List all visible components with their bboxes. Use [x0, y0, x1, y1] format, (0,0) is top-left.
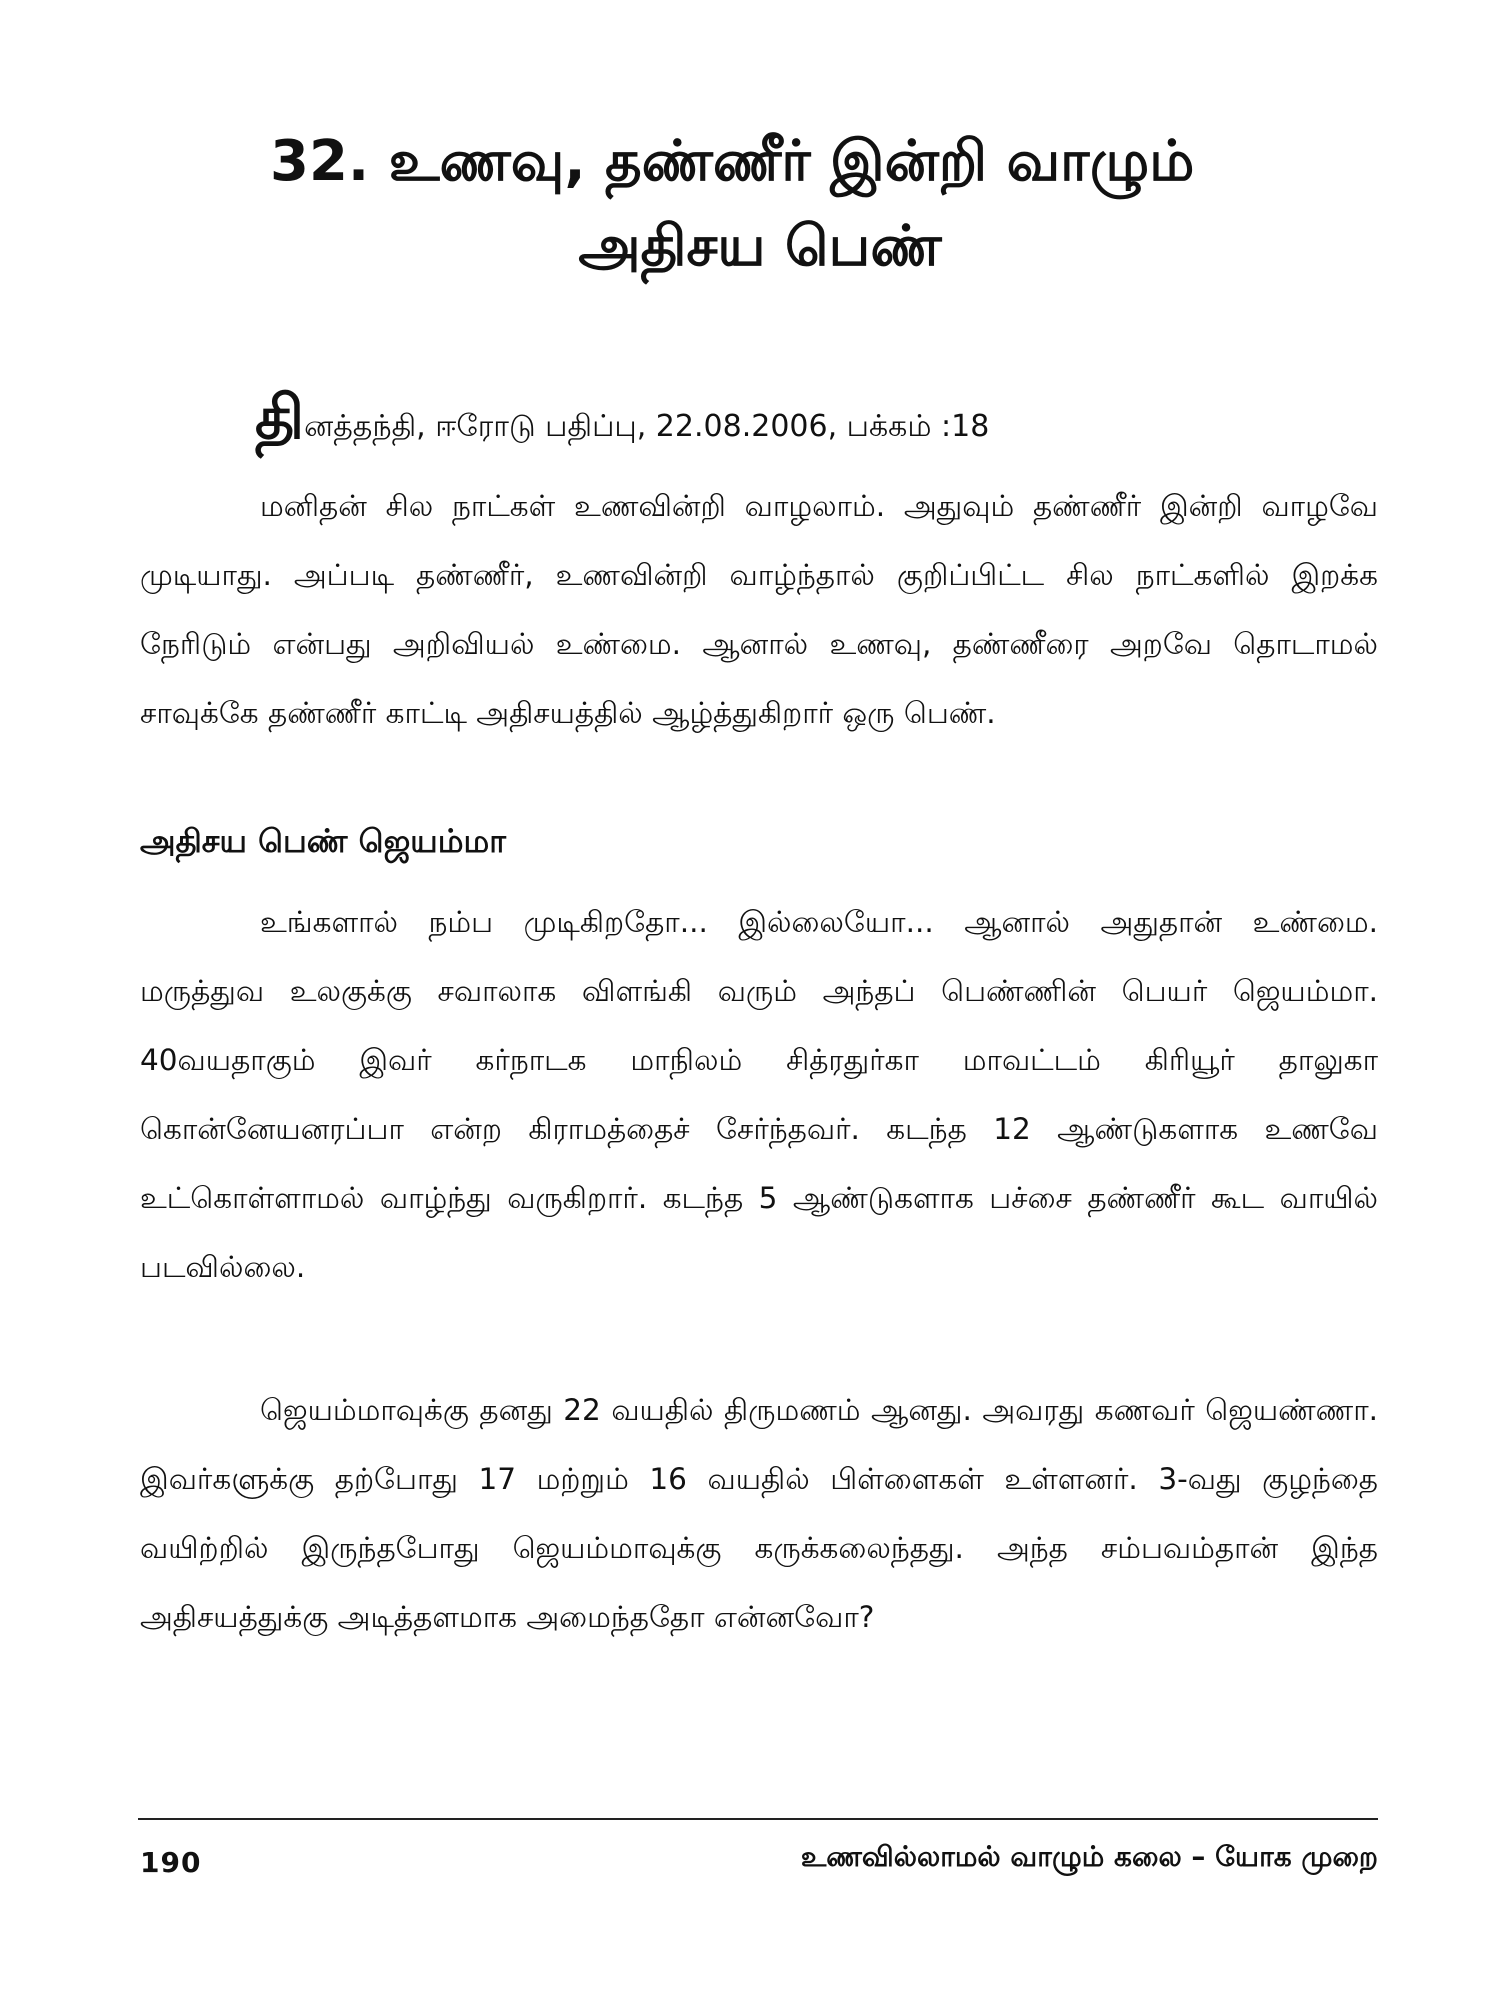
page-number: 190 — [140, 1846, 202, 1879]
drop-cap: தி — [255, 383, 305, 453]
chapter-title-line-1: 32. உணவு, தண்ணீர் இன்றி வாழும் — [270, 129, 1195, 194]
running-footer-title: உணவில்லாமல் வாழும் கலை – யோக முறை — [800, 1840, 1378, 1873]
section-subheading: அதிசய பெண் ஜெயம்மா — [140, 822, 506, 860]
body-paragraph-2: உங்களால் நம்ப முடிகிறதோ... இல்லையோ... ஆனால் அதுதான் உண்மை. மருத்துவ உலகுக்கு சவாலாக விளங்கி வரும் அந்தப் பெண்ணின் பெயர் ஜெயம்மா. 40வயதாகும் இவர் கர்நாடக மாநிலம் சித்ரதுர்கா மாவட்டம் கிரியூர் தாலுகா கொன்னேயனரப்பா என்ற கிராமத்தைச் சேர்ந்தவர். கடந்த 12 ஆண்டுகளாக உணவே உட்கொள்ளாமல் வாழ்ந்து வருகிறார். கடந்த 5 ஆண்டுகளாக பச்சை தண்ணீர் கூட வாயில் படவில்லை. — [140, 905, 1378, 1284]
source-citation — [255, 383, 990, 457]
source-text: னத்தந்தி, ஈரோடு பதிப்பு, 22.08.2006, பக்கம் :18 — [304, 409, 990, 444]
footer-divider — [138, 1818, 1378, 1820]
body-paragraph-3: ஜெயம்மாவுக்கு தனது 22 வயதில் திருமணம் ஆனது. அவரது கணவர் ஜெயண்ணா. இவர்களுக்கு தற்போது 17 மற்றும் 16 வயதில் பிள்ளைகள் உள்ளனர். 3-வது குழந்தை வயிற்றில் இருந்தபோது ஜெயம்மாவுக்கு கருக்கலைந்தது. அந்த சம்பவம்தான் இந்த அதிசயத்துக்கு அடித்தளமாக அமைந்ததோ என்னவோ? — [140, 1393, 1378, 1634]
chapter-title-line-2: அதிசய பெண் — [578, 214, 942, 279]
body-paragraph-1: மனிதன் சில நாட்கள் உணவின்றி வாழலாம். அதுவும் தண்ணீர் இன்றி வாழவே முடியாது. அப்படி தண்ணீர், உணவின்றி வாழ்ந்தால் குறிப்பிட்ட சில நாட்களில் இறக்க நேரிடும் என்பது அறிவியல் உண்மை. ஆனால் உணவு, தண்ணீரை அறவே தொடாமல் சாவுக்கே தண்ணீர் காட்டி அதிசயத்தில் ஆழ்த்துகிறார் ஒரு பெண். — [140, 489, 1378, 730]
